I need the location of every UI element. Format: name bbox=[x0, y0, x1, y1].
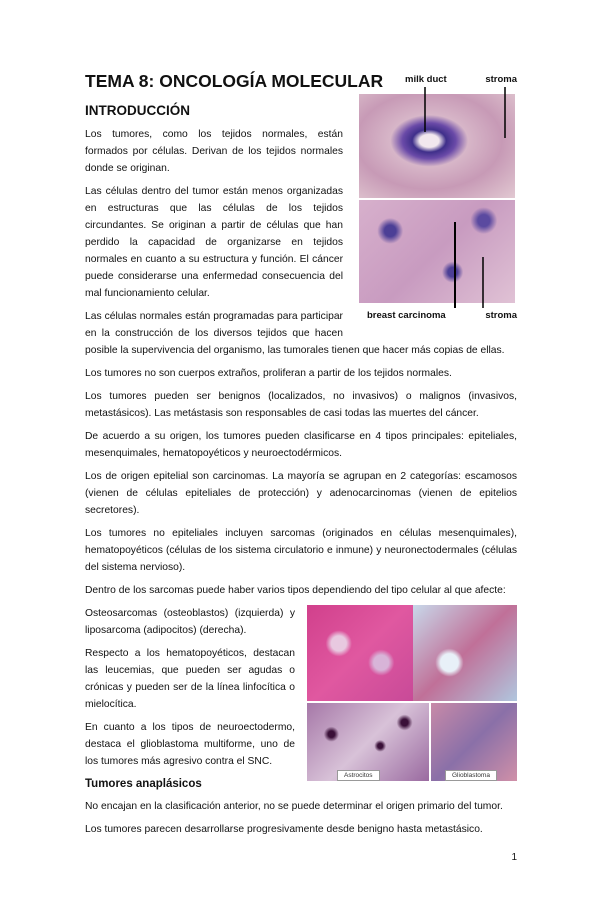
paragraph: Las células normales están programadas para participar en la construcción de los diversos tejidos que hacen posible la supervivencia del organismo, las tumorales tienen que hacer más copias de ellas. bbox=[85, 311, 505, 356]
page-content bbox=[85, 0, 517, 903]
paragraph: Los tumores parecen desarrollarse progresivamente desde benigno hasta metastásico. bbox=[85, 824, 483, 835]
astrocitos-caption: Astrocitos bbox=[337, 770, 380, 781]
paragraph: De acuerdo a su origen, los tumores pueden clasificarse en 4 tipos principales: epiteliales, mesenquimales, hematopoyéticos y neuroectodérmicos. bbox=[85, 431, 517, 459]
page-number: 1 bbox=[511, 852, 517, 863]
paragraph: En cuanto a los tipos de neuroectodermo, destaca el glioblastoma multiforme, uno de los tumores más agresivo contra el SNC. bbox=[85, 722, 295, 767]
milk-duct-label: milk duct bbox=[405, 74, 447, 85]
section-heading: INTRODUCCIÓN bbox=[85, 103, 190, 118]
breast-tissue-figure bbox=[357, 72, 517, 324]
astrocytes-image bbox=[307, 703, 429, 781]
liposarcoma-image bbox=[413, 605, 517, 701]
glioblastoma-caption: Glioblastoma bbox=[445, 770, 497, 781]
stroma-label: stroma bbox=[485, 74, 517, 85]
paragraph: Dentro de los sarcomas puede haber varios tipos dependiendo del tipo celular al que afecte: bbox=[85, 585, 506, 596]
paragraph: Los tumores no epiteliales incluyen sarcomas (originados en células mesenquimales), hematopoyéticos (células de los sistema circulatorio e inmune) y neuronectodermales (células del sistema nervioso). bbox=[85, 528, 517, 573]
osteosarcoma-image bbox=[307, 605, 413, 701]
subsection-heading: Tumores anaplásicos bbox=[85, 778, 202, 790]
paragraph: Osteosarcomas (osteoblastos) (izquierda) y liposarcoma (adipocitos) (derecha). bbox=[85, 608, 295, 636]
glioblastoma-image bbox=[431, 703, 517, 781]
stroma-label: stroma bbox=[485, 310, 517, 321]
paragraph: Respecto a los hematopoyéticos, destacan las leucemias, que pueden ser agudas o crónicas y pueden ser de la línea linfocítica o mielocítica. bbox=[85, 648, 295, 710]
breast-carcinoma-label: breast carcinoma bbox=[367, 310, 446, 321]
paragraph: Las células dentro del tumor están menos organizadas en estructuras que las células de los tejidos circundantes. Se originan a partir de células que han perdido la capacidad de organizarse en tejidos normales en cuanto a su estructura y función. El cáncer puede considerarse una enfermedad consecuencia del mal funcionamiento celular. bbox=[85, 186, 343, 299]
paragraph: Los tumores pueden ser benignos (localizados, no invasivos) o malignos (invasivos, metastásicos). Las metástasis son responsables de casi todas las muertes del cáncer. bbox=[85, 391, 517, 419]
page-title: TEMA 8: ONCOLOGÍA MOLECULAR bbox=[85, 71, 384, 91]
paragraph: Los tumores no son cuerpos extraños, proliferan a partir de los tejidos normales. bbox=[85, 368, 452, 379]
pointer-lines bbox=[357, 72, 517, 324]
paragraph: Los tumores, como los tejidos normales, están formados por células. Derivan de los tejidos normales donde se originan. bbox=[85, 129, 343, 174]
paragraph: Los de origen epitelial son carcinomas. La mayoría se agrupan en 2 categorías: escamosos (vienen de células epiteliales de protección) y adenocarcinomas (vienen de epitelios secretores). bbox=[85, 471, 517, 516]
paragraph: No encajan en la clasificación anterior, no se puede determinar el origen primario del tumor. bbox=[85, 801, 503, 812]
sarcoma-tumor-figure bbox=[307, 605, 517, 781]
